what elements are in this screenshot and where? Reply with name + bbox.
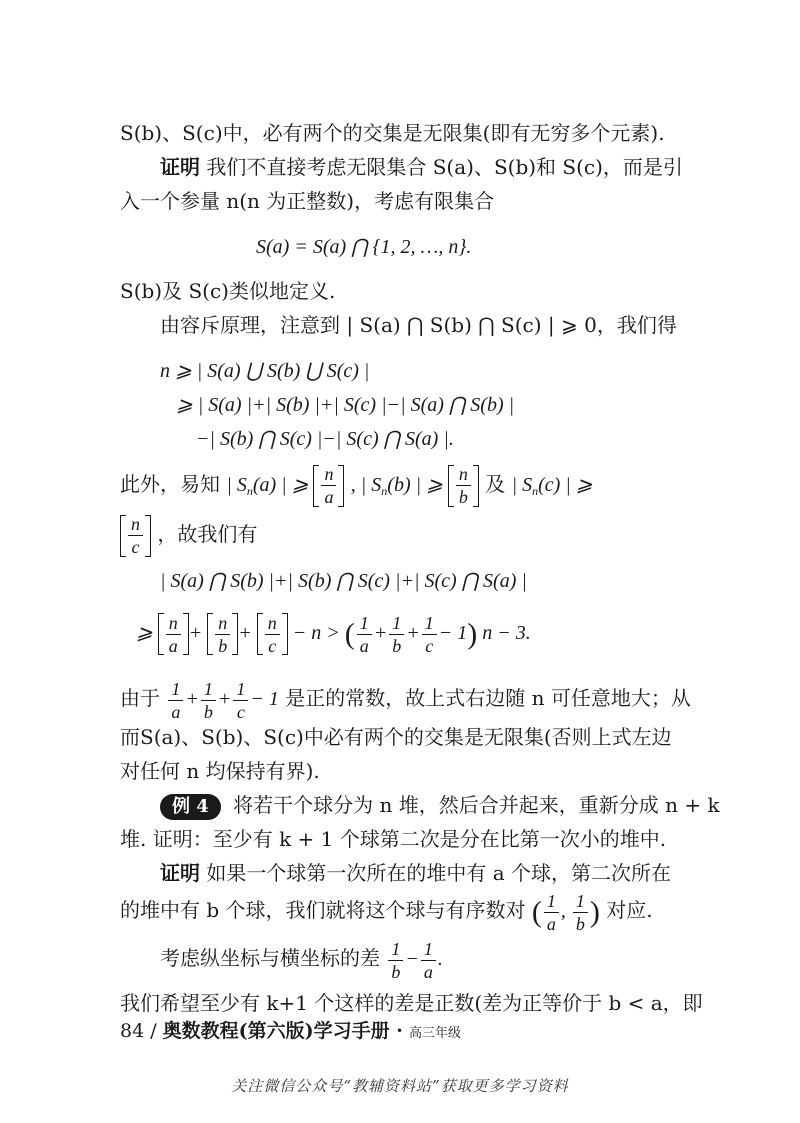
text-line-19: 的堆中有 b 个球，我们就将这个球与有序数对 ( $\frac{1}{a}$ , $\frac{1}{b}$ ) 对应.: [120, 890, 653, 934]
watermark-text: 关注微信公众号“教辅资料站”获取更多学习资料: [231, 1077, 569, 1095]
text-line-13: 由于 $\frac{1}{a}$ + $\frac{1}{b}$ + $\frac{1}{c}$ − 1 是正的常数，故上式右边随 n 可任意地大；从: [120, 678, 691, 722]
text-line-10-and: 及: [485, 472, 506, 496]
book-title: 奥数教程(第六版)学习手册 ·: [162, 1020, 403, 1042]
proof-line-2: [160, 858, 671, 888]
proof-line-1: [160, 152, 683, 182]
equation-2: n ⩾ | S(a) ⋃ S(b) ⋃ S(c) |: [160, 360, 370, 382]
example-4-text: 将若干个球分为 n 堆，然后合并起来，重新分成 n + k: [233, 793, 720, 817]
floor-n-over-b: $\frac{n}{b}$: [448, 465, 479, 507]
text-line-19-end: 对应.: [606, 898, 653, 922]
text-line-13-end: 是正的常数，故上式右边随 n 可任意地大；从: [285, 686, 691, 710]
equation-6-tail: n − 3.: [482, 622, 531, 644]
text-line-1: S(b)、S(c)中，必有两个的交集是无限集(即有无穷多个元素).: [120, 121, 665, 145]
text-line-17: 堆. 证明：至少有 k + 1 个球第二次是分在比第一次小的堆中.: [120, 827, 667, 851]
text-line-5: S(b)及 S(c)类似地定义.: [120, 279, 336, 303]
proof-label: 证明: [160, 155, 200, 179]
text-line-19-start: 的堆中有 b 个球，我们就将这个球与有序数对: [120, 898, 526, 922]
grade-label: 高三年级: [408, 1026, 461, 1041]
text-line-14: 而S(a)、S(b)、S(c)中必有两个的交集是无限集(否则上式左边: [120, 725, 672, 749]
text-line-11: [120, 512, 257, 557]
floor-n-over-c: $\frac{n}{c}$: [120, 515, 151, 557]
proof-label-2: 证明: [160, 861, 200, 885]
equation-3: ⩾ | S(a) |+| S(b) |+| S(c) |−| S(a) ⋂ S(b) |: [176, 394, 515, 416]
floor-n-over-a: $\frac{n}{a}$: [313, 465, 344, 507]
text-line-11-text: ，故我们有: [157, 522, 258, 546]
page-number: 84 /: [120, 1020, 157, 1042]
equation-5: | S(a) ⋂ S(b) |+| S(b) ⋂ S(c) |+| S(c) ⋂ S(a) |: [160, 570, 527, 592]
text-line-10: 此外，易知 | $S_n(a)$ | ⩾ $\frac{n}{a}$ , | $S_n(b)$ | ⩾ $\frac{n}{b}$ 及 | $S_n(c)$ | ⩾: [120, 464, 593, 507]
text-line-15: 对任何 n 均保持有界).: [120, 759, 320, 783]
equation-4: −| S(b) ⋂ S(c) |−| S(c) ⋂ S(a) |.: [196, 428, 454, 450]
text-line-21: 我们希望至少有 k+1 个这样的差是正数(差为正等价于 b < a，即: [120, 991, 703, 1015]
page-footer: [120, 1018, 461, 1047]
proof-text: 我们不直接考虑无限集合 S(a)、S(b)和 S(c)，而是引: [206, 155, 683, 179]
text-line-3: 入一个参量 n(n 为正整数)，考虑有限集合: [120, 189, 495, 213]
text-line-20-text: 考虑纵坐标与横坐标的差: [160, 946, 380, 970]
example-badge: 例 4: [160, 794, 221, 820]
equation-1: S(a) = S(a) ⋂ {1, 2, …, n}.: [256, 236, 472, 258]
text-line-10-start: 此外，易知: [120, 472, 220, 496]
proof-text-2: 如果一个球第一次所在的堆中有 a 个球，第二次所在: [206, 861, 671, 885]
example-4-line: [160, 790, 720, 820]
text-line-13-start: 由于: [120, 686, 160, 710]
text-line-6: 由容斥原理，注意到 | S(a) ⋂ S(b) ⋂ S(c) | ⩾ 0，我们得: [160, 313, 677, 337]
equation-6: ⩾ $\frac{n}{a}$ + $\frac{n}{b}$ + $\frac{n}{c}$ − n > ( $\frac{1}{a}$ + $\frac{1}{b}$ + $\frac{1}{c}$ − 1) n − 3.: [136, 612, 531, 656]
text-line-20: 考虑纵坐标与横坐标的差 $\frac{1}{b}$ − $\frac{1}{a}$ .: [160, 938, 443, 982]
